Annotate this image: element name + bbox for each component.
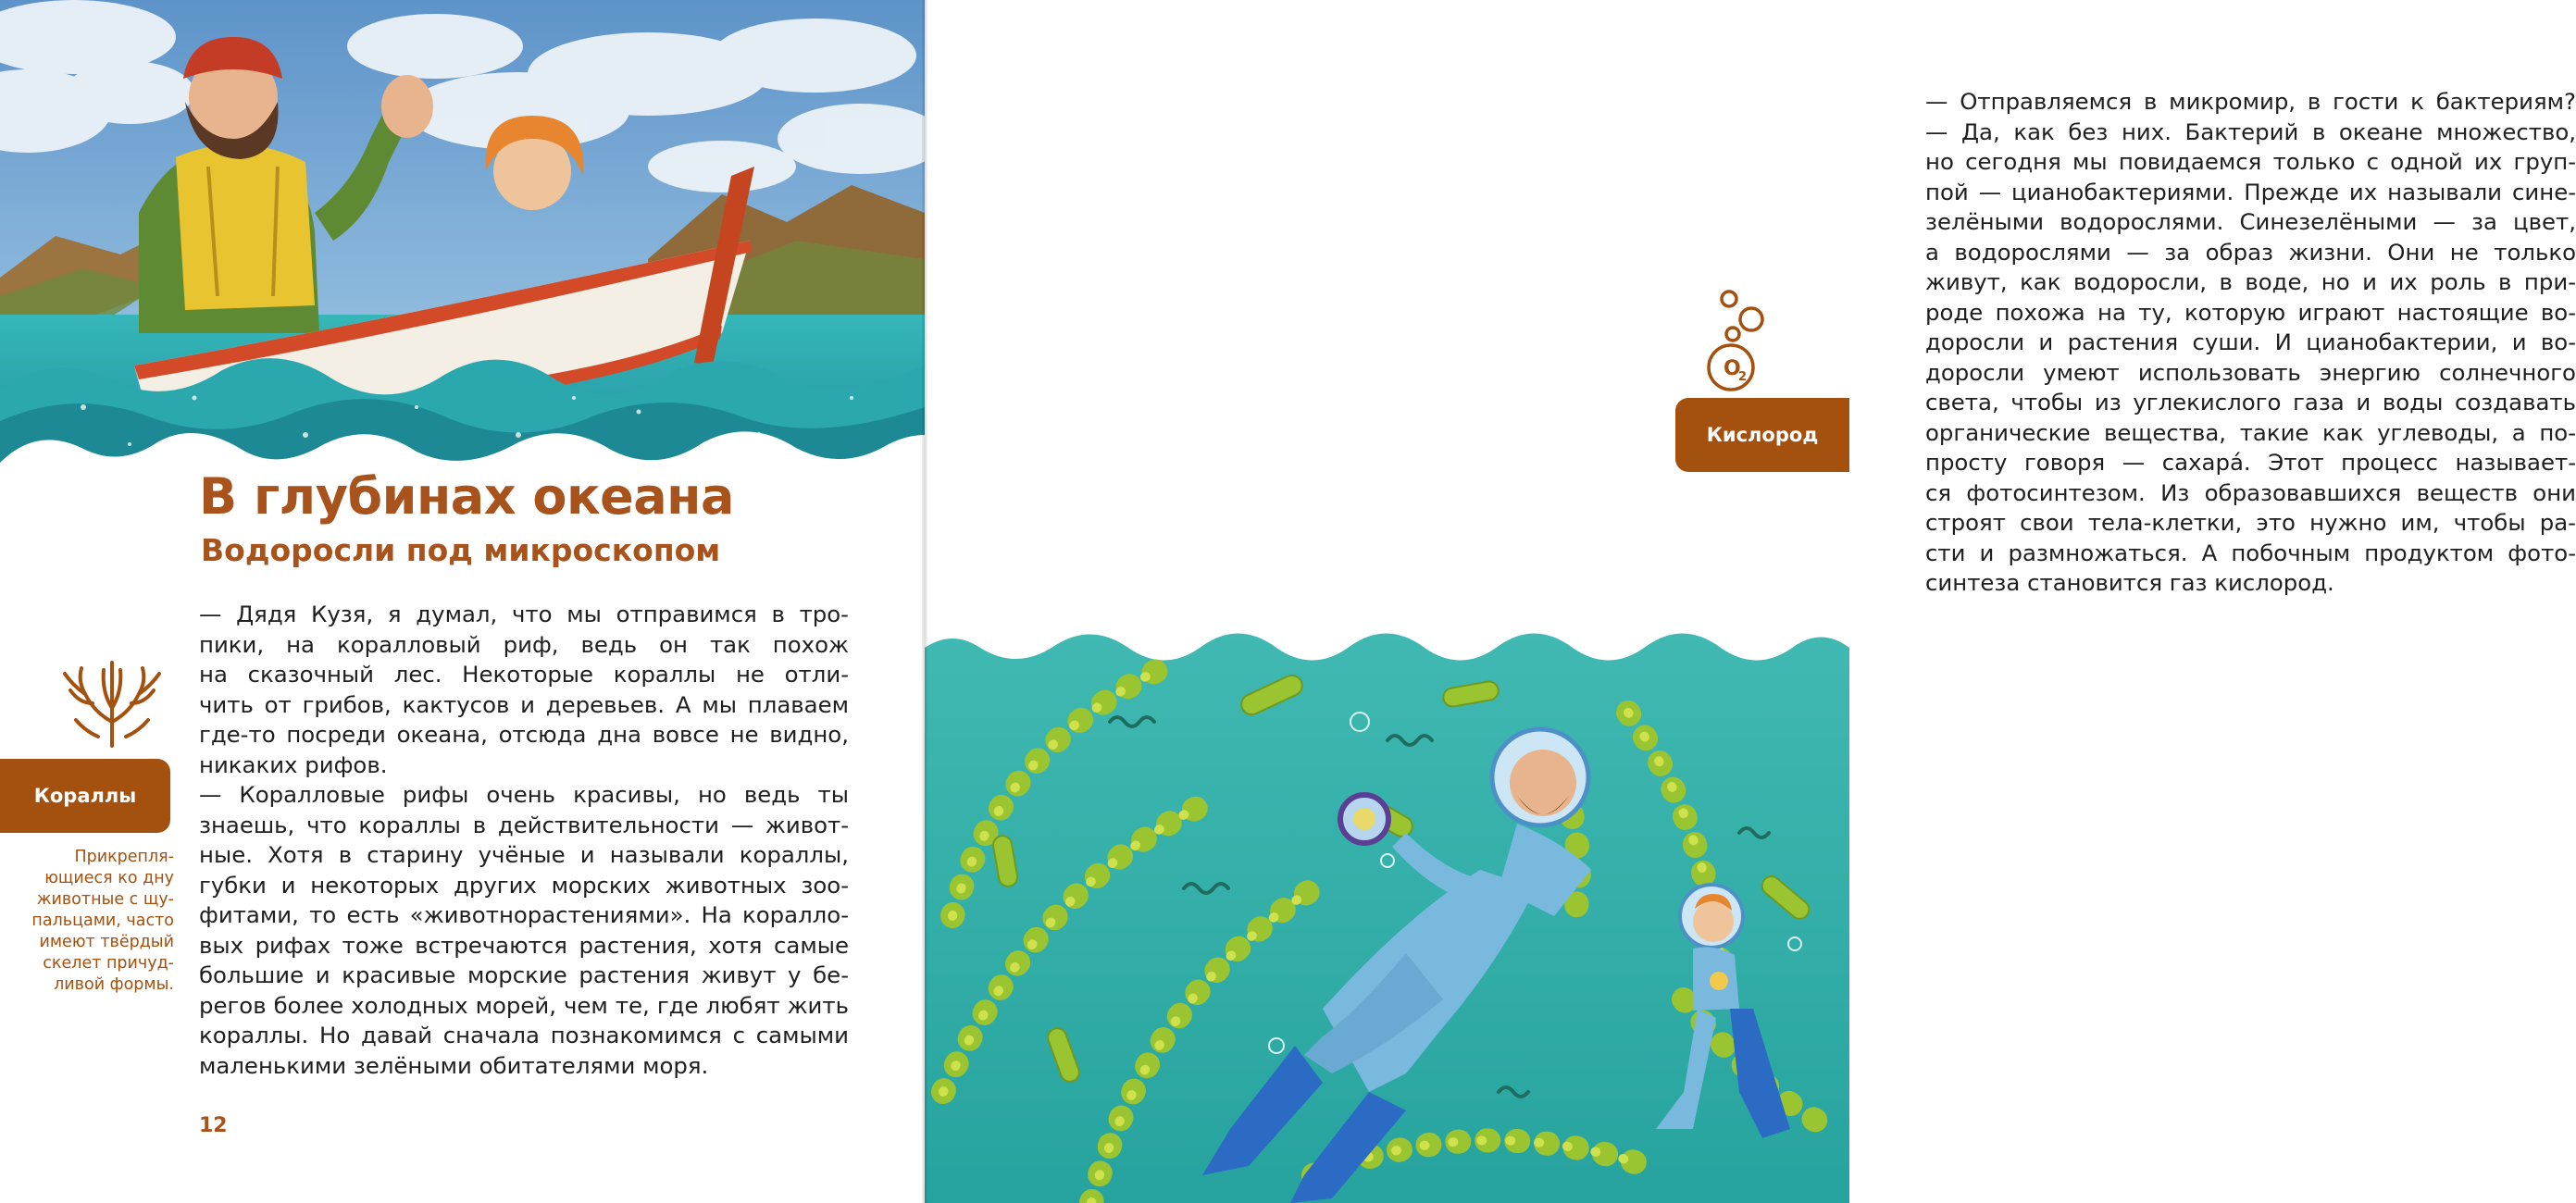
right-body-text [1925, 87, 2576, 599]
boat-illustration [0, 0, 925, 481]
text-line: — Отправляемся в микромир, в гости к бактериям? [1925, 88, 2576, 115]
sidenote-line: Прикрепля- [74, 848, 174, 866]
underwater-illustration [925, 611, 1849, 1203]
text-line: живут, как водоросли, в воде, но и их роль в при- [1925, 268, 2576, 295]
text-line: где-то посреди океана, отсюда дна вовсе не видно, [199, 721, 849, 748]
sidenote-line: пальцами, часто [31, 912, 174, 930]
text-line: пики, на коралловый риф, ведь он так похож [199, 630, 849, 658]
sidenote-line: скелет причуд- [43, 954, 174, 973]
right-page [925, 0, 2576, 1203]
text-line: света, чтобы из углекислого газа и воды создавать [1925, 389, 2576, 415]
text-line: чить от грибов, кактусов и деревьев. А мы плаваем [199, 690, 849, 718]
text-line: строят свои тела-клетки, это нужно им, чтобы ра- [1925, 509, 2576, 536]
text-line: просту говоря — сахара́. Этот процесс называет- [1925, 449, 2576, 476]
o2-subscript: 2 [1738, 370, 1748, 384]
text-line: вых рифах тоже встречаются растения, хотя самые [199, 931, 849, 959]
text-line: фитами, то есть «животнорастениями». На коралло- [199, 901, 849, 928]
sidenote-line: животные с щу- [36, 890, 174, 909]
o2-label: O [1724, 357, 1741, 380]
text-line: органические вещества, такие как углеводы, а по- [1925, 418, 2576, 446]
text-line: ные. Хотя в старину учёные и называли кораллы, [199, 841, 849, 868]
text-line: никаких рифов. [199, 750, 388, 778]
oxygen-tab [1675, 398, 1849, 472]
text-line: ся фотосинтезом. Из образовавшихся веществ они [1925, 478, 2576, 506]
text-line: доросли умеют использовать энергию солнечного [1925, 358, 2576, 386]
book-spine [922, 0, 927, 1203]
page-subtitle: Водоросли под микроскопом [201, 532, 721, 568]
page-number: 12 [199, 1114, 228, 1137]
text-line: кораллы. Но давай сначала познакомимся с самыми [199, 1022, 849, 1048]
coral-icon [57, 657, 167, 750]
text-line: роде похожа на ту, которую играют настоящие во- [1925, 298, 2576, 326]
text-line: синтеза становится газ кислород. [1925, 569, 2334, 596]
sidenote-line: ющиеся ко дну [44, 869, 174, 887]
text-line: большие и красивые морские растения живут у бе- [199, 961, 849, 988]
text-line: маленькими зелёными обитателями моря. [199, 1051, 709, 1079]
text-line: губки и некоторых других морских животных зоо- [199, 871, 849, 899]
sidenote-line: ливой формы. [54, 975, 174, 994]
text-line: — Дядя Кузя, я думал, что мы отправимся в тро- [199, 601, 849, 627]
text-line: знаешь, что кораллы в действительности — живот- [199, 811, 849, 838]
text-line: доросли и растения суши. И цианобактерии, и во- [1925, 329, 2576, 355]
oxygen-tab-label: Кислород [1706, 424, 1819, 446]
text-line: регов более холодных морей, чем те, где любят жить [199, 991, 849, 1019]
text-line: — Коралловые рифы очень красивы, но ведь ты [199, 781, 849, 808]
sidenote-line: имеют твёрдый [39, 933, 174, 951]
text-line: пой — цианобактериями. Прежде их называли сине- [1925, 178, 2576, 205]
text-line: а водорослями — за образ жизни. Они не только [1925, 238, 2576, 266]
text-line: зелёными водорослями. Синезелёными — за цвет, [1925, 208, 2576, 235]
page-title: В глубинах океана [199, 467, 734, 526]
corals-sidenote [19, 847, 174, 996]
text-line: на сказочный лес. Некоторые кораллы не отли- [199, 661, 849, 688]
text-line: сти и размножаться. А побочным продуктом фото- [1925, 539, 2576, 566]
text-line: но сегодня мы повидаемся только с одной их груп- [1925, 148, 2576, 175]
corals-tab [0, 759, 170, 833]
left-page [0, 0, 925, 1203]
corals-tab-label: Кораллы [33, 785, 137, 807]
text-line: — Да, как без них. Бактерий в океане множество, [1925, 118, 2576, 145]
left-body-text [199, 600, 849, 1081]
oxygen-bubbles-icon [1696, 282, 1779, 393]
